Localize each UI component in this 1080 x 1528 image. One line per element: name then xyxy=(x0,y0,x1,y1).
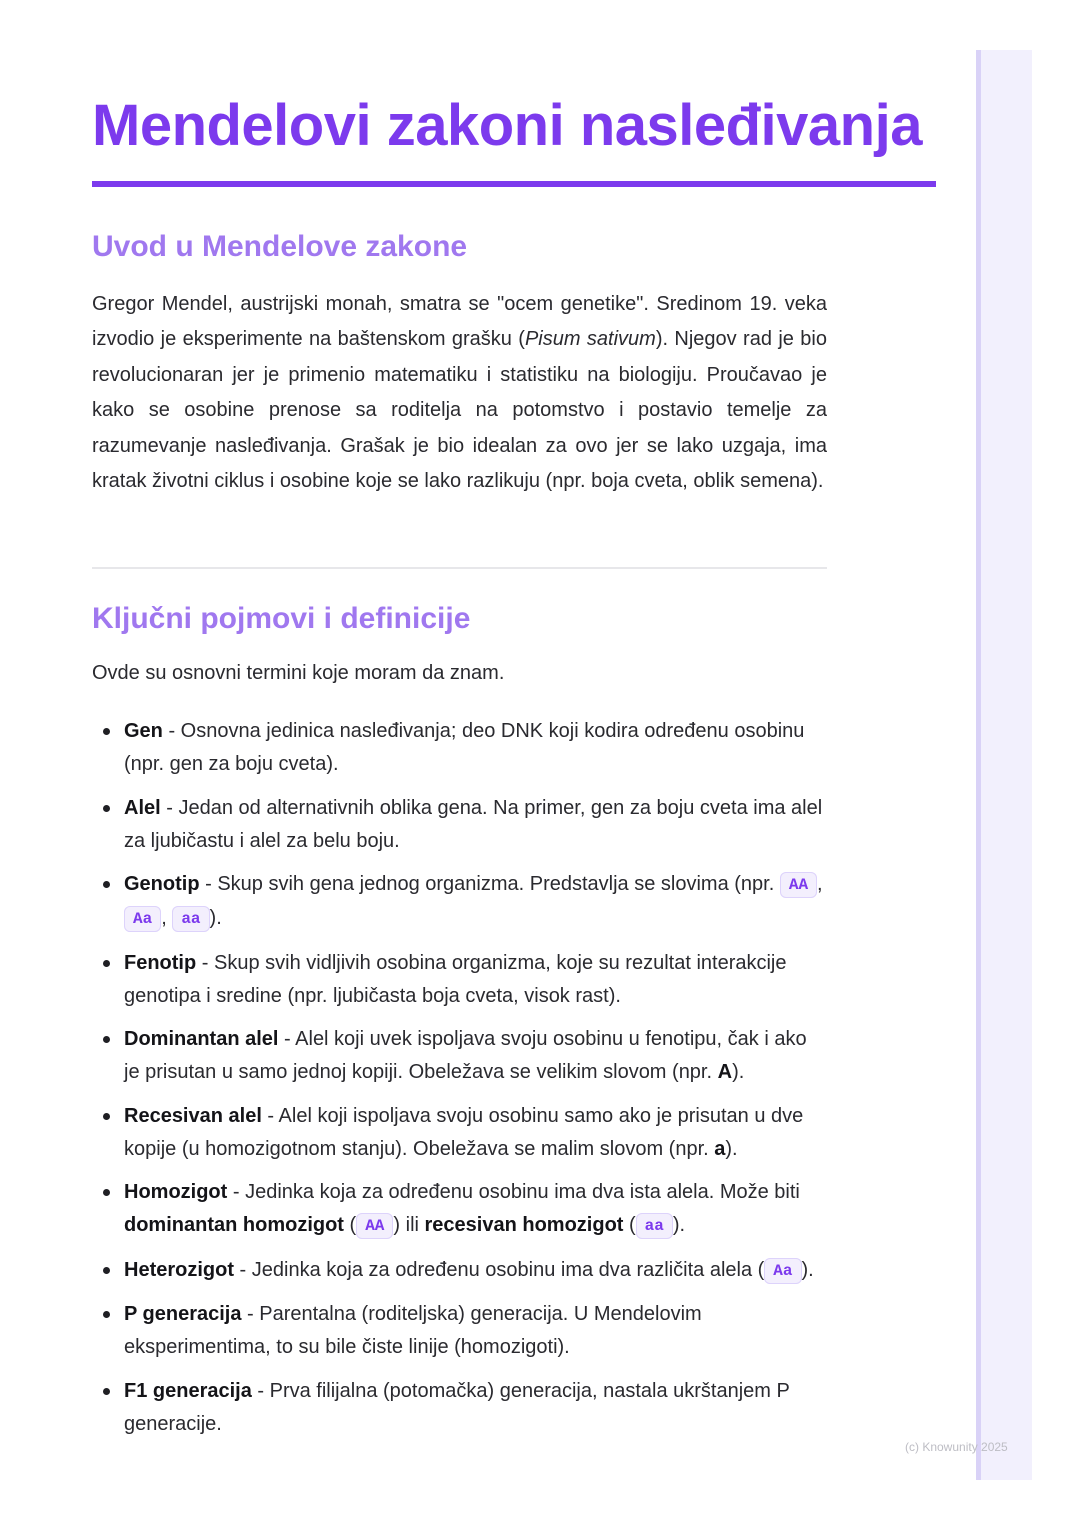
list-item: Homozigot - Jedinka koja za određenu osobinu ima dva ista alela. Može biti dominantan homozigot ( AA ) ili recesivan homozigot ( aa ). xyxy=(124,1176,824,1243)
page-title: Mendelovi zakoni nasleđivanja xyxy=(92,93,922,158)
section-divider xyxy=(92,567,827,569)
intro-paragraph: Gregor Mendel, austrijski monah, smatra se "ocem genetike". Sredinom 19. veka izvodio je eksperimente na baštenskom grašku (Pisum sativum). Njegov rad je bio revolucionaran jer je primenio matematiku i statistiku na biologiju. Proučavao je kako se osobine prenose sa roditelja na potomstvo i postavio temelje za razumevanje nasleđivanja. Grašak je bio idealan za ovo jer se lako uzgaja, ima kratak životni ciklus i osobine koje se lako razlikuju (npr. boja cveta, oblik semena). xyxy=(92,293,827,493)
terms-list xyxy=(124,715,824,1451)
terms-lead: Ovde su osnovni termini koje moram da znam. xyxy=(92,662,505,684)
list-item: F1 generacija - Prva filijalna (potomačka) generacija, nastala ukrštanjem P generacije. xyxy=(124,1375,824,1441)
side-panel xyxy=(976,50,1032,1480)
title-underline xyxy=(92,181,936,187)
list-item: Gen - Osnovna jedinica nasleđivanja; deo DNK koji kodira određenu osobinu (npr. gen za boju cveta). xyxy=(124,715,824,781)
side-panel-border xyxy=(976,50,981,1480)
genotype-code: aa xyxy=(636,1213,673,1239)
species-name: Pisum sativum xyxy=(524,328,656,351)
genotype-code: Aa xyxy=(764,1258,801,1284)
list-item: Genotip - Skup svih gena jednog organizma. Predstavlja se slovima (npr. AA , Aa , aa ). xyxy=(124,868,824,936)
genotype-code: aa xyxy=(172,906,209,932)
genotype-code: Aa xyxy=(124,906,161,932)
genotype-code: AA xyxy=(356,1213,393,1239)
list-item: Fenotip - Skup svih vidljivih osobina organizma, koje su rezultat interakcije genotipa i sredine (npr. ljubičasta boja cveta, visok rast). xyxy=(124,947,824,1013)
list-item: Heterozigot - Jedinka koja za određenu osobinu ima dva različita alela ( Aa ). xyxy=(124,1254,824,1288)
list-item: Recesivan alel - Alel koji ispoljava svoju osobinu samo ako je prisutan u dve kopije (u homozigotnom stanju). Obeležava se malim slovom (npr. a). xyxy=(124,1100,824,1166)
section-heading-terms: Ključni pojmovi i definicije xyxy=(92,602,471,635)
genotype-code: AA xyxy=(780,872,817,898)
list-item: Dominantan alel - Alel koji uvek ispoljava svoju osobinu u fenotipu, čak i ako je prisutan u samo jednoj kopiji. Obeležava se velikim slovom (npr. A). xyxy=(124,1023,824,1089)
copyright-footer: (c) Knowunity 2025 xyxy=(905,1440,1008,1454)
list-item: Alel - Jedan od alternativnih oblika gena. Na primer, gen za boju cveta ima alel za ljubičastu i alel za belu boju. xyxy=(124,792,824,858)
section-heading-intro: Uvod u Mendelove zakone xyxy=(92,230,468,263)
list-item: P generacija - Parentalna (roditeljska) generacija. U Mendelovim eksperimentima, to su bile čiste linije (homozigoti). xyxy=(124,1298,824,1364)
